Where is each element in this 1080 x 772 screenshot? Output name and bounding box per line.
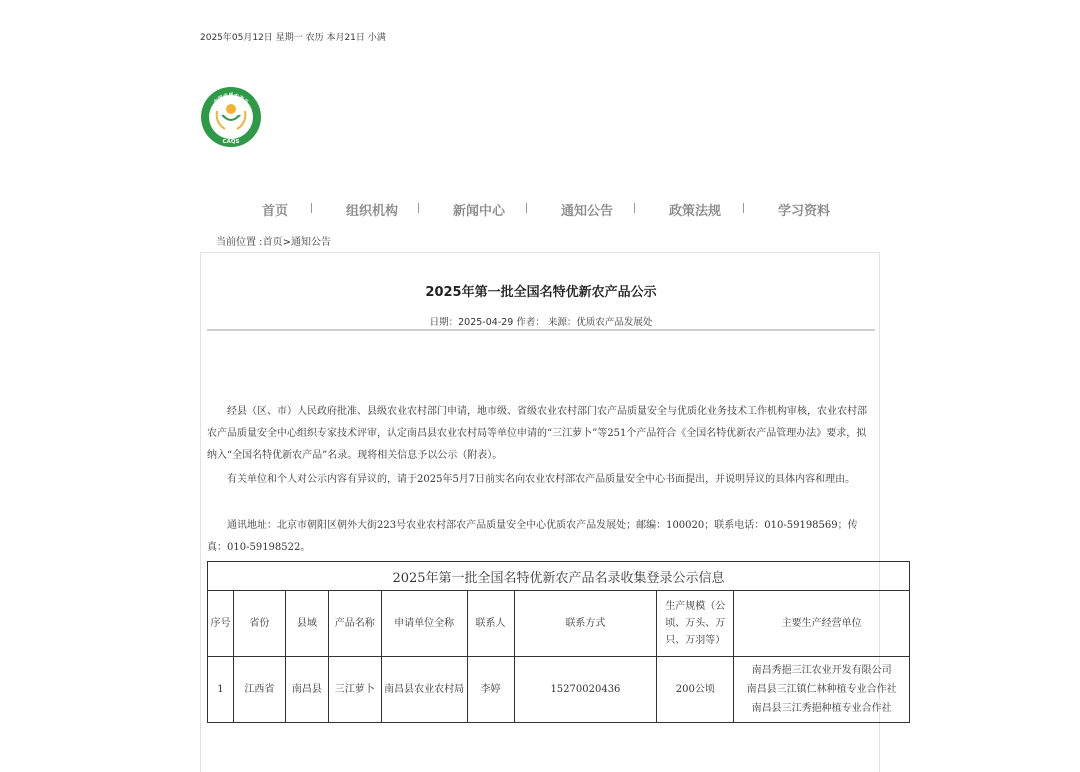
cell-units [734,657,910,723]
nav-separator [311,203,312,213]
breadcrumb-arrow: > [282,237,291,248]
article-paragraph [207,469,875,491]
breadcrumb-home-link[interactable]: 首页 [262,237,283,248]
table-header-row [208,591,910,657]
column-header: 申请单位全称 [381,591,467,657]
column-header: 生产规模（公顷、万头、万只、万羽等） [657,591,734,657]
article-panel [200,252,897,772]
main-nav [200,200,880,220]
dateline [200,30,386,43]
unit-name: 南昌秀挹三江农业开发有限公司 [751,665,892,676]
cell-phone: 15270020436 [514,657,657,723]
column-header: 产品名称 [328,591,381,657]
weekday: 星期一 [275,33,303,43]
cell-scale: 200公顷 [657,657,734,723]
cell-county: 南昌县 [285,657,328,723]
nav-item-home[interactable]: 首页 [262,204,289,219]
column-header: 联系方式 [514,591,657,657]
nav-item-notices[interactable]: 通知公告 [561,204,614,219]
article-paragraph [207,401,875,467]
cell-contact: 李婷 [467,657,514,723]
solar-term: 小满 [367,33,386,43]
article-meta: 日期：2025-04-29 作者： 来源：优质农产品发展处 [429,317,653,328]
breadcrumb [216,233,331,248]
table-caption: 2025年第一批全国名特优新农产品名录收集登录公示信息 [208,562,910,591]
article-divider [207,329,875,331]
table-row [208,657,910,723]
column-header: 序号 [208,591,234,657]
nav-separator [634,203,635,213]
paragraph-text: 有关单位和个人对公示内容有异议的，请于2025年5月7日前实名向农业农村部农产品质量安全中心书面提出，并说明异议的具体内容和理由。 [227,474,856,485]
nav-item-news[interactable]: 新闻中心 [453,204,506,219]
nav-item-learning[interactable]: 学习资料 [778,204,831,219]
nav-separator [743,203,744,213]
column-header: 联系人 [467,591,514,657]
cell-province: 江西省 [233,657,285,723]
unit-name: 南昌县三江镇仁林种植专业合作社 [746,684,897,695]
breadcrumb-prefix: 当前位置 : [216,237,263,248]
nav-item-policy[interactable]: 政策法规 [669,204,722,219]
nav-separator [526,203,527,213]
cell-product: 三江萝卜 [328,657,381,723]
breadcrumb-current-link[interactable]: 通知公告 [290,237,331,248]
current-date: 2025年05月12日 [200,33,273,43]
paragraph-text: 通讯地址：北京市朝阳区朝外大街223号农业农村部农产品质量安全中心优质农产品发展处；邮编：100020；联系电话：010-59198569；传真：010-59198522。 [207,520,858,553]
unit-name: 南昌县三江秀挹种植专业合作社 [751,703,892,714]
article-paragraph [207,515,875,559]
column-header: 主要生产经营单位 [734,591,910,657]
lunar-date: 农历 本月21日 [305,33,365,43]
cell-applicant: 南昌县农业农村局 [381,657,467,723]
column-header: 县域 [285,591,328,657]
caqs-logo-emblem [199,85,263,149]
publicity-table [207,561,910,723]
cell-no: 1 [208,657,234,723]
caqs-logo[interactable] [199,85,263,149]
nav-separator [418,203,419,213]
nav-item-organization[interactable]: 组织机构 [346,204,399,219]
logo-arc-text: 中国优质农产品 [212,93,250,106]
logo-badge-text: CAQS [222,139,240,145]
article-title: 2025年第一批全国名特优新农产品公示 [425,285,657,300]
paragraph-text: 经县（区、市）人民政府批准、县级农业农村部门申请，地市级、省级农业农村部门农产品质量安全与优质化业务技术工作机构审核，农业农村部农产品质量安全中心组织专家技术评审，认定南昌县农业农村局等单位申请的“三江萝卜”等251个产品符合《全国名特优新农产品管理办法》要求，拟纳入“全国名特优新农产品”名录。现将相关信息予以公示（附表）。 [207,406,867,461]
column-header: 省份 [233,591,285,657]
